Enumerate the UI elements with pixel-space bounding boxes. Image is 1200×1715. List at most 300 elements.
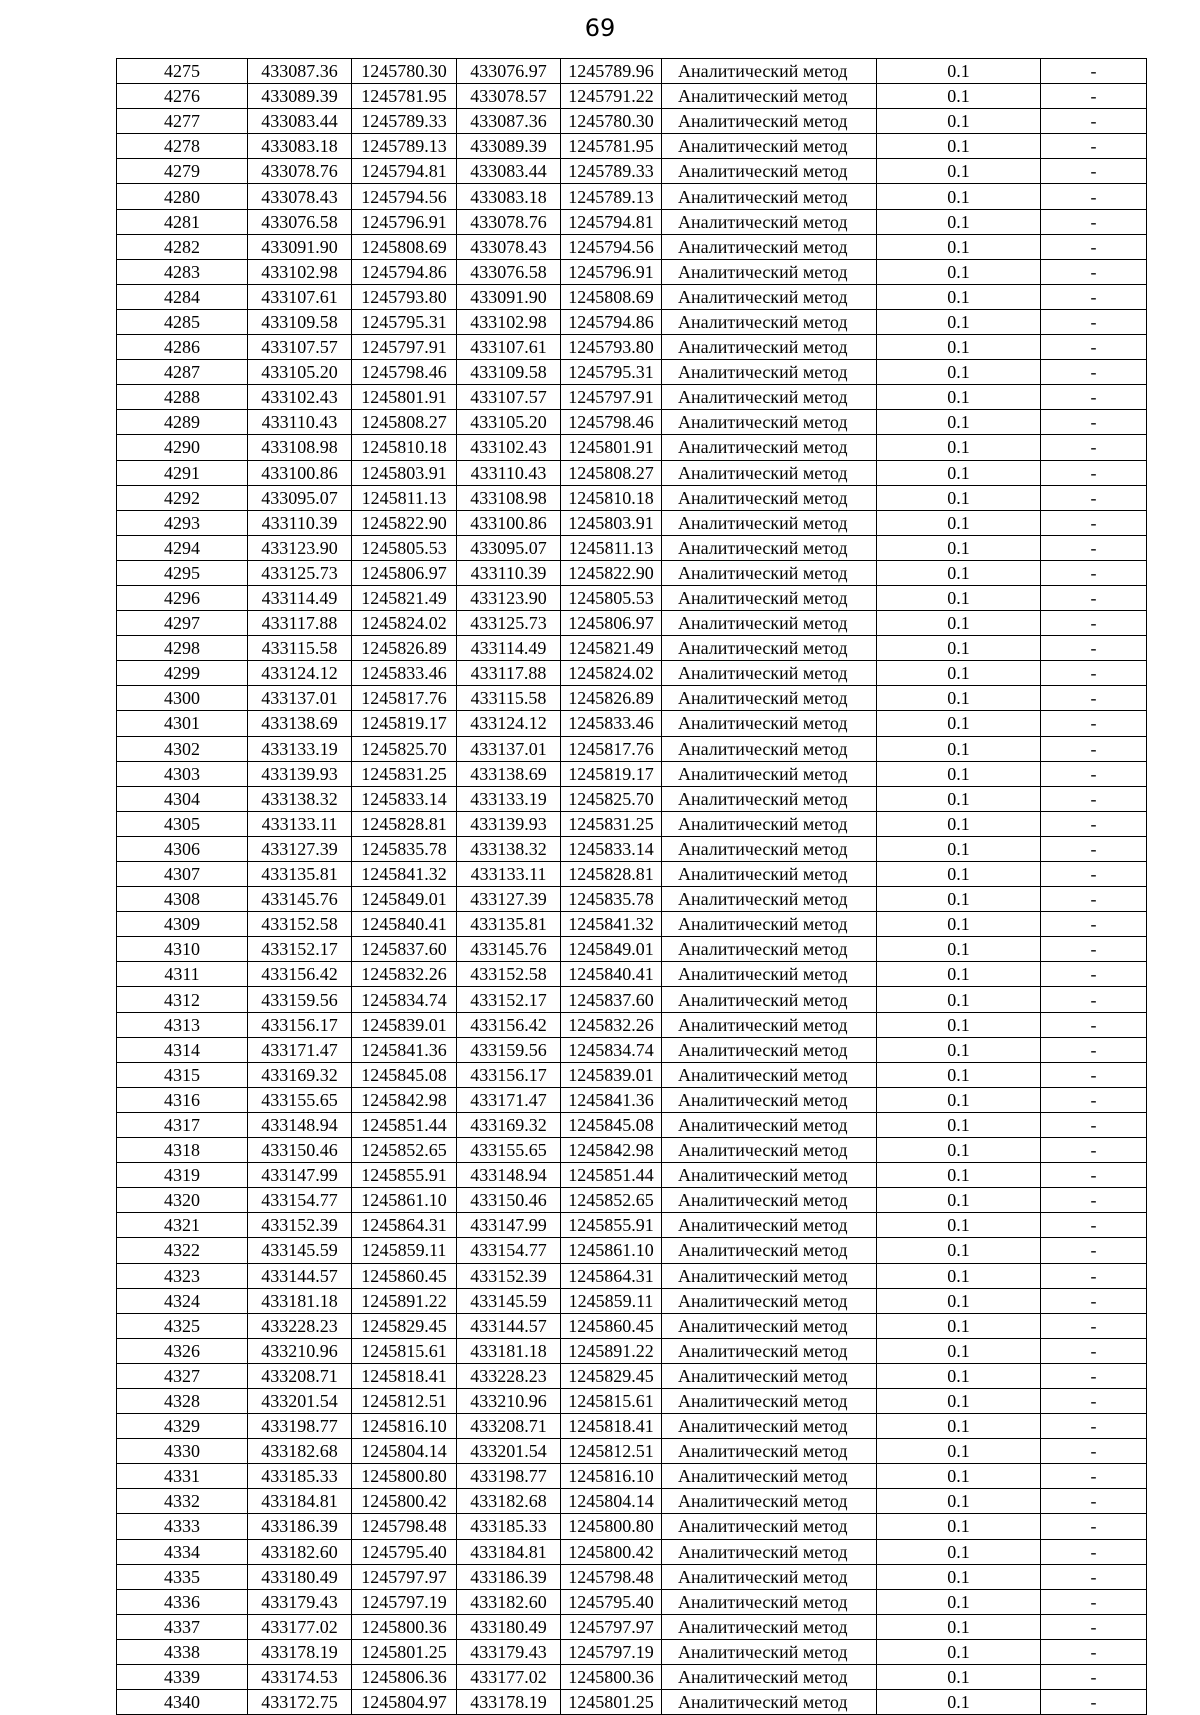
point-number-cell: 4328 [117, 1388, 248, 1413]
prev-y-coordinate-cell: 1245797.19 [561, 1639, 662, 1664]
prev-x-coordinate-cell: 433107.57 [457, 385, 561, 410]
prev-x-coordinate-cell: 433124.12 [457, 711, 561, 736]
method-cell: Аналитический метод [662, 736, 877, 761]
table-row [117, 209, 1147, 234]
x-coordinate-cell: 433156.42 [248, 962, 352, 987]
prev-y-coordinate-cell: 1245781.95 [561, 134, 662, 159]
point-number-cell: 4278 [117, 134, 248, 159]
note-cell: - [1041, 611, 1147, 636]
prev-x-coordinate-cell: 433138.69 [457, 761, 561, 786]
prev-y-coordinate-cell: 1245815.61 [561, 1388, 662, 1413]
point-number-cell: 4300 [117, 686, 248, 711]
point-number-cell: 4325 [117, 1313, 248, 1338]
y-coordinate-cell: 1245817.76 [352, 686, 457, 711]
method-cell: Аналитический метод [662, 836, 877, 861]
prev-x-coordinate-cell: 433127.39 [457, 887, 561, 912]
prev-x-coordinate-cell: 433114.49 [457, 636, 561, 661]
prev-x-coordinate-cell: 433178.19 [457, 1690, 561, 1715]
note-cell: - [1041, 1439, 1147, 1464]
y-coordinate-cell: 1245794.56 [352, 184, 457, 209]
table-row [117, 460, 1147, 485]
method-cell: Аналитический метод [662, 937, 877, 962]
table-row [117, 962, 1147, 987]
prev-x-coordinate-cell: 433083.18 [457, 184, 561, 209]
note-cell: - [1041, 1138, 1147, 1163]
point-number-cell: 4339 [117, 1665, 248, 1690]
prev-x-coordinate-cell: 433152.17 [457, 987, 561, 1012]
accuracy-cell: 0.1 [877, 761, 1041, 786]
accuracy-cell: 0.1 [877, 686, 1041, 711]
table-row [117, 184, 1147, 209]
y-coordinate-cell: 1245834.74 [352, 987, 457, 1012]
method-cell: Аналитический метод [662, 1288, 877, 1313]
prev-x-coordinate-cell: 433139.93 [457, 811, 561, 836]
x-coordinate-cell: 433144.57 [248, 1263, 352, 1288]
note-cell: - [1041, 1489, 1147, 1514]
method-cell: Аналитический метод [662, 1163, 877, 1188]
prev-y-coordinate-cell: 1245842.98 [561, 1138, 662, 1163]
prev-x-coordinate-cell: 433145.76 [457, 937, 561, 962]
prev-x-coordinate-cell: 433091.90 [457, 284, 561, 309]
prev-x-coordinate-cell: 433198.77 [457, 1464, 561, 1489]
y-coordinate-cell: 1245810.18 [352, 435, 457, 460]
y-coordinate-cell: 1245824.02 [352, 611, 457, 636]
point-number-cell: 4287 [117, 360, 248, 385]
note-cell: - [1041, 309, 1147, 334]
prev-y-coordinate-cell: 1245795.40 [561, 1589, 662, 1614]
x-coordinate-cell: 433124.12 [248, 661, 352, 686]
prev-x-coordinate-cell: 433154.77 [457, 1238, 561, 1263]
prev-x-coordinate-cell: 433110.43 [457, 460, 561, 485]
table-row [117, 1188, 1147, 1213]
y-coordinate-cell: 1245811.13 [352, 485, 457, 510]
prev-x-coordinate-cell: 433159.56 [457, 1037, 561, 1062]
note-cell: - [1041, 686, 1147, 711]
method-cell: Аналитический метод [662, 987, 877, 1012]
accuracy-cell: 0.1 [877, 1338, 1041, 1363]
accuracy-cell: 0.1 [877, 1665, 1041, 1690]
x-coordinate-cell: 433110.39 [248, 510, 352, 535]
x-coordinate-cell: 433154.77 [248, 1188, 352, 1213]
x-coordinate-cell: 433115.58 [248, 636, 352, 661]
note-cell: - [1041, 134, 1147, 159]
accuracy-cell: 0.1 [877, 1263, 1041, 1288]
table-row [117, 1313, 1147, 1338]
x-coordinate-cell: 433114.49 [248, 585, 352, 610]
note-cell: - [1041, 335, 1147, 360]
x-coordinate-cell: 433177.02 [248, 1614, 352, 1639]
x-coordinate-cell: 433178.19 [248, 1639, 352, 1664]
table-row [117, 1012, 1147, 1037]
method-cell: Аналитический метод [662, 887, 877, 912]
prev-x-coordinate-cell: 433083.44 [457, 159, 561, 184]
prev-y-coordinate-cell: 1245791.22 [561, 84, 662, 109]
method-cell: Аналитический метод [662, 786, 877, 811]
point-number-cell: 4285 [117, 309, 248, 334]
method-cell: Аналитический метод [662, 410, 877, 435]
x-coordinate-cell: 433095.07 [248, 485, 352, 510]
prev-x-coordinate-cell: 433110.39 [457, 560, 561, 585]
table-row [117, 887, 1147, 912]
prev-y-coordinate-cell: 1245834.74 [561, 1037, 662, 1062]
accuracy-cell: 0.1 [877, 59, 1041, 84]
prev-x-coordinate-cell: 433138.32 [457, 836, 561, 861]
prev-y-coordinate-cell: 1245851.44 [561, 1163, 662, 1188]
prev-x-coordinate-cell: 433208.71 [457, 1414, 561, 1439]
y-coordinate-cell: 1245797.91 [352, 335, 457, 360]
prev-y-coordinate-cell: 1245833.46 [561, 711, 662, 736]
note-cell: - [1041, 284, 1147, 309]
point-number-cell: 4280 [117, 184, 248, 209]
prev-x-coordinate-cell: 433179.43 [457, 1639, 561, 1664]
table-row [117, 1263, 1147, 1288]
note-cell: - [1041, 937, 1147, 962]
point-number-cell: 4293 [117, 510, 248, 535]
point-number-cell: 4301 [117, 711, 248, 736]
x-coordinate-cell: 433087.36 [248, 59, 352, 84]
x-coordinate-cell: 433117.88 [248, 611, 352, 636]
prev-x-coordinate-cell: 433133.11 [457, 862, 561, 887]
prev-y-coordinate-cell: 1245845.08 [561, 1112, 662, 1137]
table-row [117, 736, 1147, 761]
prev-x-coordinate-cell: 433186.39 [457, 1564, 561, 1589]
accuracy-cell: 0.1 [877, 309, 1041, 334]
prev-y-coordinate-cell: 1245798.48 [561, 1564, 662, 1589]
prev-x-coordinate-cell: 433150.46 [457, 1188, 561, 1213]
y-coordinate-cell: 1245833.46 [352, 661, 457, 686]
y-coordinate-cell: 1245829.45 [352, 1313, 457, 1338]
note-cell: - [1041, 887, 1147, 912]
table-body [117, 59, 1147, 1715]
point-number-cell: 4337 [117, 1614, 248, 1639]
prev-x-coordinate-cell: 433182.60 [457, 1589, 561, 1614]
note-cell: - [1041, 1614, 1147, 1639]
table-row [117, 611, 1147, 636]
x-coordinate-cell: 433182.68 [248, 1439, 352, 1464]
y-coordinate-cell: 1245789.13 [352, 134, 457, 159]
accuracy-cell: 0.1 [877, 636, 1041, 661]
y-coordinate-cell: 1245860.45 [352, 1263, 457, 1288]
y-coordinate-cell: 1245819.17 [352, 711, 457, 736]
prev-y-coordinate-cell: 1245810.18 [561, 485, 662, 510]
x-coordinate-cell: 433109.58 [248, 309, 352, 334]
point-number-cell: 4296 [117, 585, 248, 610]
prev-x-coordinate-cell: 433078.76 [457, 209, 561, 234]
table-row [117, 1439, 1147, 1464]
prev-x-coordinate-cell: 433100.86 [457, 510, 561, 535]
method-cell: Аналитический метод [662, 1188, 877, 1213]
table-row [117, 159, 1147, 184]
method-cell: Аналитический метод [662, 1639, 877, 1664]
note-cell: - [1041, 786, 1147, 811]
note-cell: - [1041, 59, 1147, 84]
y-coordinate-cell: 1245851.44 [352, 1112, 457, 1137]
y-coordinate-cell: 1245835.78 [352, 836, 457, 861]
table-row [117, 535, 1147, 560]
prev-x-coordinate-cell: 433076.58 [457, 259, 561, 284]
method-cell: Аналитический метод [662, 686, 877, 711]
accuracy-cell: 0.1 [877, 109, 1041, 134]
accuracy-cell: 0.1 [877, 1489, 1041, 1514]
y-coordinate-cell: 1245806.97 [352, 560, 457, 585]
table-row [117, 335, 1147, 360]
x-coordinate-cell: 433083.44 [248, 109, 352, 134]
table-row [117, 1338, 1147, 1363]
y-coordinate-cell: 1245831.25 [352, 761, 457, 786]
point-number-cell: 4286 [117, 335, 248, 360]
page-number: 69 [584, 14, 616, 42]
table-row [117, 84, 1147, 109]
prev-y-coordinate-cell: 1245832.26 [561, 1012, 662, 1037]
x-coordinate-cell: 433105.20 [248, 360, 352, 385]
note-cell: - [1041, 1112, 1147, 1137]
note-cell: - [1041, 761, 1147, 786]
accuracy-cell: 0.1 [877, 1514, 1041, 1539]
method-cell: Аналитический метод [662, 309, 877, 334]
table-row [117, 937, 1147, 962]
accuracy-cell: 0.1 [877, 435, 1041, 460]
point-number-cell: 4318 [117, 1138, 248, 1163]
x-coordinate-cell: 433169.32 [248, 1062, 352, 1087]
prev-y-coordinate-cell: 1245801.25 [561, 1690, 662, 1715]
note-cell: - [1041, 234, 1147, 259]
prev-y-coordinate-cell: 1245798.46 [561, 410, 662, 435]
point-number-cell: 4327 [117, 1363, 248, 1388]
y-coordinate-cell: 1245804.97 [352, 1690, 457, 1715]
method-cell: Аналитический метод [662, 1388, 877, 1413]
prev-y-coordinate-cell: 1245806.97 [561, 611, 662, 636]
x-coordinate-cell: 433184.81 [248, 1489, 352, 1514]
point-number-cell: 4295 [117, 560, 248, 585]
prev-y-coordinate-cell: 1245826.89 [561, 686, 662, 711]
method-cell: Аналитический метод [662, 1564, 877, 1589]
note-cell: - [1041, 1213, 1147, 1238]
method-cell: Аналитический метод [662, 1363, 877, 1388]
table-row [117, 485, 1147, 510]
y-coordinate-cell: 1245828.81 [352, 811, 457, 836]
method-cell: Аналитический метод [662, 109, 877, 134]
note-cell: - [1041, 1037, 1147, 1062]
accuracy-cell: 0.1 [877, 1388, 1041, 1413]
y-coordinate-cell: 1245821.49 [352, 585, 457, 610]
note-cell: - [1041, 184, 1147, 209]
table-row [117, 1062, 1147, 1087]
table-row [117, 661, 1147, 686]
prev-y-coordinate-cell: 1245789.13 [561, 184, 662, 209]
x-coordinate-cell: 433078.76 [248, 159, 352, 184]
x-coordinate-cell: 433210.96 [248, 1338, 352, 1363]
prev-y-coordinate-cell: 1245855.91 [561, 1213, 662, 1238]
prev-y-coordinate-cell: 1245804.14 [561, 1489, 662, 1514]
note-cell: - [1041, 1690, 1147, 1715]
prev-x-coordinate-cell: 433180.49 [457, 1614, 561, 1639]
prev-x-coordinate-cell: 433184.81 [457, 1539, 561, 1564]
note-cell: - [1041, 636, 1147, 661]
prev-y-coordinate-cell: 1245800.80 [561, 1514, 662, 1539]
prev-y-coordinate-cell: 1245829.45 [561, 1363, 662, 1388]
method-cell: Аналитический метод [662, 811, 877, 836]
prev-x-coordinate-cell: 433144.57 [457, 1313, 561, 1338]
note-cell: - [1041, 711, 1147, 736]
method-cell: Аналитический метод [662, 84, 877, 109]
point-number-cell: 4334 [117, 1539, 248, 1564]
method-cell: Аналитический метод [662, 611, 877, 636]
x-coordinate-cell: 433186.39 [248, 1514, 352, 1539]
accuracy-cell: 0.1 [877, 937, 1041, 962]
prev-y-coordinate-cell: 1245852.65 [561, 1188, 662, 1213]
y-coordinate-cell: 1245812.51 [352, 1388, 457, 1413]
point-number-cell: 4314 [117, 1037, 248, 1062]
point-number-cell: 4305 [117, 811, 248, 836]
point-number-cell: 4284 [117, 284, 248, 309]
table-row [117, 1614, 1147, 1639]
x-coordinate-cell: 433148.94 [248, 1112, 352, 1137]
point-number-cell: 4313 [117, 1012, 248, 1037]
x-coordinate-cell: 433198.77 [248, 1414, 352, 1439]
prev-x-coordinate-cell: 433145.59 [457, 1288, 561, 1313]
note-cell: - [1041, 1012, 1147, 1037]
prev-y-coordinate-cell: 1245835.78 [561, 887, 662, 912]
point-number-cell: 4323 [117, 1263, 248, 1288]
x-coordinate-cell: 433125.73 [248, 560, 352, 585]
method-cell: Аналитический метод [662, 636, 877, 661]
accuracy-cell: 0.1 [877, 84, 1041, 109]
table-row [117, 284, 1147, 309]
method-cell: Аналитический метод [662, 1062, 877, 1087]
prev-y-coordinate-cell: 1245811.13 [561, 535, 662, 560]
prev-x-coordinate-cell: 433117.88 [457, 661, 561, 686]
method-cell: Аналитический метод [662, 912, 877, 937]
method-cell: Аналитический метод [662, 259, 877, 284]
accuracy-cell: 0.1 [877, 1589, 1041, 1614]
method-cell: Аналитический метод [662, 1012, 877, 1037]
note-cell: - [1041, 1238, 1147, 1263]
prev-x-coordinate-cell: 433135.81 [457, 912, 561, 937]
y-coordinate-cell: 1245794.86 [352, 259, 457, 284]
prev-x-coordinate-cell: 433185.33 [457, 1514, 561, 1539]
note-cell: - [1041, 485, 1147, 510]
prev-y-coordinate-cell: 1245831.25 [561, 811, 662, 836]
accuracy-cell: 0.1 [877, 1464, 1041, 1489]
prev-x-coordinate-cell: 433181.18 [457, 1338, 561, 1363]
y-coordinate-cell: 1245825.70 [352, 736, 457, 761]
accuracy-cell: 0.1 [877, 585, 1041, 610]
method-cell: Аналитический метод [662, 962, 877, 987]
prev-y-coordinate-cell: 1245833.14 [561, 836, 662, 861]
note-cell: - [1041, 1263, 1147, 1288]
x-coordinate-cell: 433182.60 [248, 1539, 352, 1564]
prev-y-coordinate-cell: 1245801.91 [561, 435, 662, 460]
method-cell: Аналитический метод [662, 1037, 877, 1062]
y-coordinate-cell: 1245803.91 [352, 460, 457, 485]
x-coordinate-cell: 433185.33 [248, 1464, 352, 1489]
prev-y-coordinate-cell: 1245795.31 [561, 360, 662, 385]
table-row [117, 560, 1147, 585]
method-cell: Аналитический метод [662, 1414, 877, 1439]
prev-y-coordinate-cell: 1245800.36 [561, 1665, 662, 1690]
table-row [117, 836, 1147, 861]
accuracy-cell: 0.1 [877, 1313, 1041, 1338]
x-coordinate-cell: 433083.18 [248, 134, 352, 159]
table-row [117, 1163, 1147, 1188]
note-cell: - [1041, 836, 1147, 861]
point-number-cell: 4320 [117, 1188, 248, 1213]
point-number-cell: 4288 [117, 385, 248, 410]
y-coordinate-cell: 1245833.14 [352, 786, 457, 811]
x-coordinate-cell: 433201.54 [248, 1388, 352, 1413]
prev-x-coordinate-cell: 433107.61 [457, 335, 561, 360]
x-coordinate-cell: 433102.43 [248, 385, 352, 410]
point-number-cell: 4308 [117, 887, 248, 912]
prev-x-coordinate-cell: 433201.54 [457, 1439, 561, 1464]
accuracy-cell: 0.1 [877, 134, 1041, 159]
y-coordinate-cell: 1245832.26 [352, 962, 457, 987]
prev-y-coordinate-cell: 1245794.56 [561, 234, 662, 259]
method-cell: Аналитический метод [662, 560, 877, 585]
table-row [117, 109, 1147, 134]
y-coordinate-cell: 1245842.98 [352, 1087, 457, 1112]
point-number-cell: 4276 [117, 84, 248, 109]
method-cell: Аналитический метод [662, 209, 877, 234]
method-cell: Аналитический метод [662, 1213, 877, 1238]
point-number-cell: 4335 [117, 1564, 248, 1589]
y-coordinate-cell: 1245852.65 [352, 1138, 457, 1163]
prev-y-coordinate-cell: 1245824.02 [561, 661, 662, 686]
prev-y-coordinate-cell: 1245780.30 [561, 109, 662, 134]
prev-x-coordinate-cell: 433182.68 [457, 1489, 561, 1514]
table-row [117, 385, 1147, 410]
table-row [117, 1037, 1147, 1062]
prev-x-coordinate-cell: 433078.43 [457, 234, 561, 259]
prev-x-coordinate-cell: 433152.58 [457, 962, 561, 987]
table-row [117, 1514, 1147, 1539]
accuracy-cell: 0.1 [877, 1188, 1041, 1213]
y-coordinate-cell: 1245808.69 [352, 234, 457, 259]
point-number-cell: 4317 [117, 1112, 248, 1137]
y-coordinate-cell: 1245859.11 [352, 1238, 457, 1263]
x-coordinate-cell: 433147.99 [248, 1163, 352, 1188]
method-cell: Аналитический метод [662, 435, 877, 460]
x-coordinate-cell: 433127.39 [248, 836, 352, 861]
prev-x-coordinate-cell: 433210.96 [457, 1388, 561, 1413]
note-cell: - [1041, 1388, 1147, 1413]
note-cell: - [1041, 560, 1147, 585]
prev-y-coordinate-cell: 1245808.69 [561, 284, 662, 309]
accuracy-cell: 0.1 [877, 1138, 1041, 1163]
method-cell: Аналитический метод [662, 510, 877, 535]
accuracy-cell: 0.1 [877, 862, 1041, 887]
x-coordinate-cell: 433137.01 [248, 686, 352, 711]
method-cell: Аналитический метод [662, 460, 877, 485]
prev-y-coordinate-cell: 1245789.96 [561, 59, 662, 84]
y-coordinate-cell: 1245840.41 [352, 912, 457, 937]
x-coordinate-cell: 433150.46 [248, 1138, 352, 1163]
table-row [117, 1138, 1147, 1163]
y-coordinate-cell: 1245789.33 [352, 109, 457, 134]
method-cell: Аналитический метод [662, 1087, 877, 1112]
x-coordinate-cell: 433156.17 [248, 1012, 352, 1037]
table-row [117, 309, 1147, 334]
prev-x-coordinate-cell: 433148.94 [457, 1163, 561, 1188]
point-number-cell: 4311 [117, 962, 248, 987]
table-row [117, 1639, 1147, 1664]
y-coordinate-cell: 1245780.30 [352, 59, 457, 84]
accuracy-cell: 0.1 [877, 736, 1041, 761]
prev-x-coordinate-cell: 433123.90 [457, 585, 561, 610]
x-coordinate-cell: 433180.49 [248, 1564, 352, 1589]
prev-x-coordinate-cell: 433156.17 [457, 1062, 561, 1087]
note-cell: - [1041, 84, 1147, 109]
